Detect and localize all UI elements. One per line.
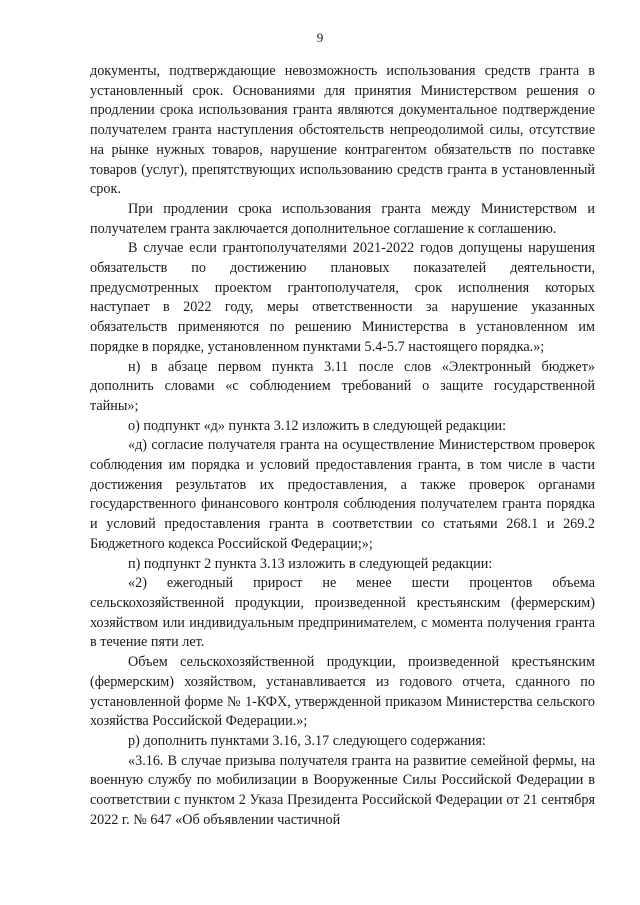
document-body — [90, 62, 595, 830]
paragraph-item-o: о) подпункт «д» пункта 3.12 изложить в следующей редакции: — [128, 417, 507, 434]
paragraph-item-p: п) подпункт 2 пункта 3.13 изложить в следующей редакции: — [128, 555, 493, 572]
paragraph-grant-extension-documents: документы, подтверждающие невозможность использования средств гранта в установленный срок. Основаниями для принятия Министерством решения о продлении срока использования гранта являются документальное подтверждение получателем гранта наступления обстоятельств непреодолимой силы, отсутствие на рынке нужных товаров, нарушение контрагентом обязательств по поставке товаров (услуг), препятствующих использованию средств гранта в установленный срок. — [90, 63, 595, 198]
paragraph-production-volume: Объем сельскохозяйственной продукции, произведенной крестьянским (фермерским) хозяйством, устанавливается из годового отчета, сданного по установленной форме № 1-КФХ, утвержденной приказом Министерства сельского хозяйства Российской Федерации.»; — [90, 654, 595, 730]
paragraph-item-r: р) дополнить пунктами 3.16, 3.17 следующего содержания: — [128, 732, 486, 749]
paragraph-responsibility-measures: В случае если грантополучателями 2021-2022 годов допущены нарушения обязательств по достижению плановых показателей деятельности, предусмотренных проектом грантополучателя, срок исполнения которых наступает в 2022 году, меры ответственности за нарушение указанных обязательств применяются по решению Министерства в установленном им порядке в порядке, установленном пунктами 5.4-5.7 настоящего порядка.»; — [90, 240, 595, 355]
paragraph-item-n: н) в абзаце первом пункта 3.11 после слов «Электронный бюджет» дополнить словами «с соблюдением требований о защите государственной тайны»; — [90, 358, 595, 414]
page-number: 9 — [316, 30, 324, 45]
paragraph-additional-agreement: При продлении срока использования гранта между Министерством и получателем гранта заключается дополнительное соглашение к соглашению. — [90, 200, 595, 237]
paragraph-subitem-2-growth: «2) ежегодный прирост не менее шести процентов объема сельскохозяйственной продукции, произведенной крестьянским (фермерским) хозяйством или индивидуальным предпринимателем, с момента получения гранта в течение пяти лет. — [90, 575, 595, 651]
paragraph-subitem-d-consent: «д) согласие получателя гранта на осуществление Министерством проверок соблюдения им порядка и условий предоставления гранта, в том числе в части достижения результатов их предоставления, а также проверок органами государственного финансового контроля соблюдения получателем гранта порядка и условий предоставления гранта в соответствии со статьями 268.1 и 269.2 Бюджетного кодекса Российской Федерации;»; — [90, 437, 595, 552]
paragraph-clause-3-16: «3.16. В случае призыва получателя гранта на развитие семейной фермы, на военную службу по мобилизации в Вооруженные Силы Российской Федерации в соответствии с пунктом 2 Указа Президента Российской Федерации от 21 сентября 2022 г. № 647 «Об объявлении частичной — [90, 752, 595, 828]
